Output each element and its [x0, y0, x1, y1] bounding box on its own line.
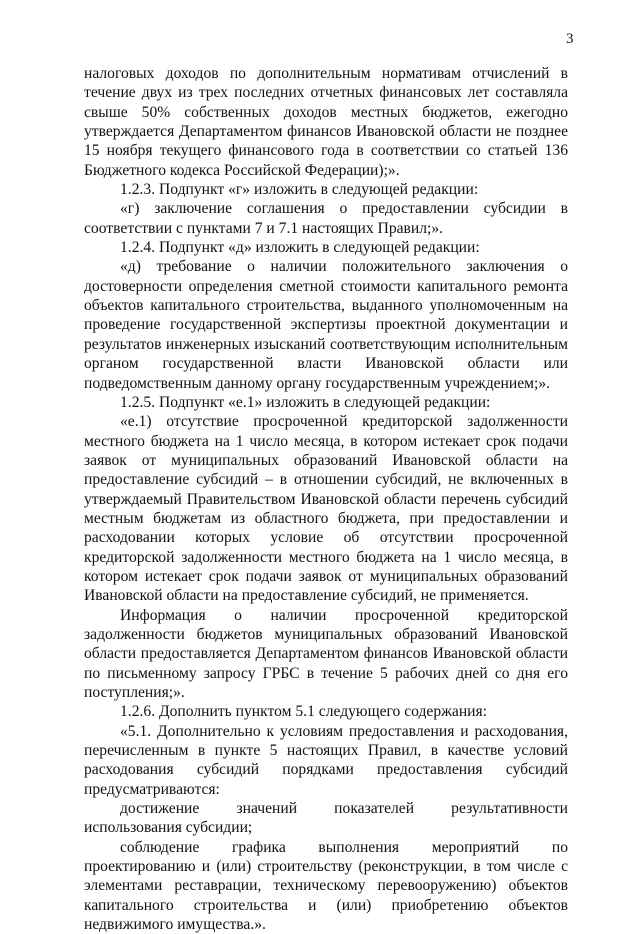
paragraph: 1.2.3. Подпункт «г» изложить в следующей редакции:: [120, 181, 479, 199]
paragraph: 1.2.5. Подпункт «е.1» изложить в следующей редакции:: [120, 393, 491, 411]
paragraph: 1.2.6. Дополнить пунктом 5.1 следующего содержания:: [120, 703, 488, 721]
paragraph: «5.1. Дополнительно к условиям предоставления и расходования, перечисленным в пункте 5 настоящих Правил, в качестве условий расходования субсидий порядками предоставления субсидий предусматриваются:: [84, 722, 568, 798]
paragraph: 1.2.4. Подпункт «д» изложить в следующей редакции:: [120, 239, 480, 257]
paragraph: соблюдение графика выполнения мероприятий по проектированию и (или) строительству (реконструкции, в том числе с элементами реставрации, техническому перевооружению) объектов капитального строительства и (или) приобретению объектов недвижимого имущества.».: [84, 838, 568, 934]
document-body: [84, 64, 568, 934]
paragraph: «д) требование о наличии положительного заключения о достоверности определения сметной стоимости капитального ремонта объектов капитального строительства, выданного уполномоченным на проведение государственной экспертизы проектной документации и результатов инженерных изысканий соответствующим исполнительным органом государственной власти Ивановской области или подведомственным данному органу государственным учреждением;».: [84, 258, 568, 392]
paragraph: «г) заключение соглашения о предоставлении субсидии в соответствии с пунктами 7 и 7.1 настоящих Правил;».: [84, 200, 568, 237]
paragraph: Информация о наличии просроченной кредиторской задолженности бюджетов муниципальных образований Ивановской области предоставляется Департаментом финансов Ивановской области по письменному запросу ГРБС в течение 5 рабочих дней со дня его поступления;».: [84, 606, 568, 701]
paragraph: «е.1) отсутствие просроченной кредиторской задолженности местного бюджета на 1 число месяца, в котором истекает срок подачи заявок от муниципальных образований Ивановской области на предоставление субсидий – в отношении субсидий, не включенных в утверждаемый Правительством Ивановской области перечень субсидий местным бюджетам из областного бюджета, при предоставлении и расходовании которых условие об отсутствии просроченной кредиторской задолженности местного бюджета на 1 число месяца, в котором истекает срок подачи заявок от муниципальных образований Ивановской области на предоставление субсидий, не применяется.: [84, 413, 568, 605]
paragraph: налоговых доходов по дополнительным нормативам отчислений в течение двух из трех последних отчетных финансовых лет составляла свыше 50% собственных доходов местных бюджетов, ежегодно утверждается Департаментом финансов Ивановской области не позднее 15 ноября текущего финансового года в соответствии со статьей 136 Бюджетного кодекса Российской Федерации);».: [84, 65, 568, 179]
page-number: 3: [566, 31, 574, 47]
paragraph: достижение значений показателей результативности использования субсидии;: [84, 800, 568, 837]
